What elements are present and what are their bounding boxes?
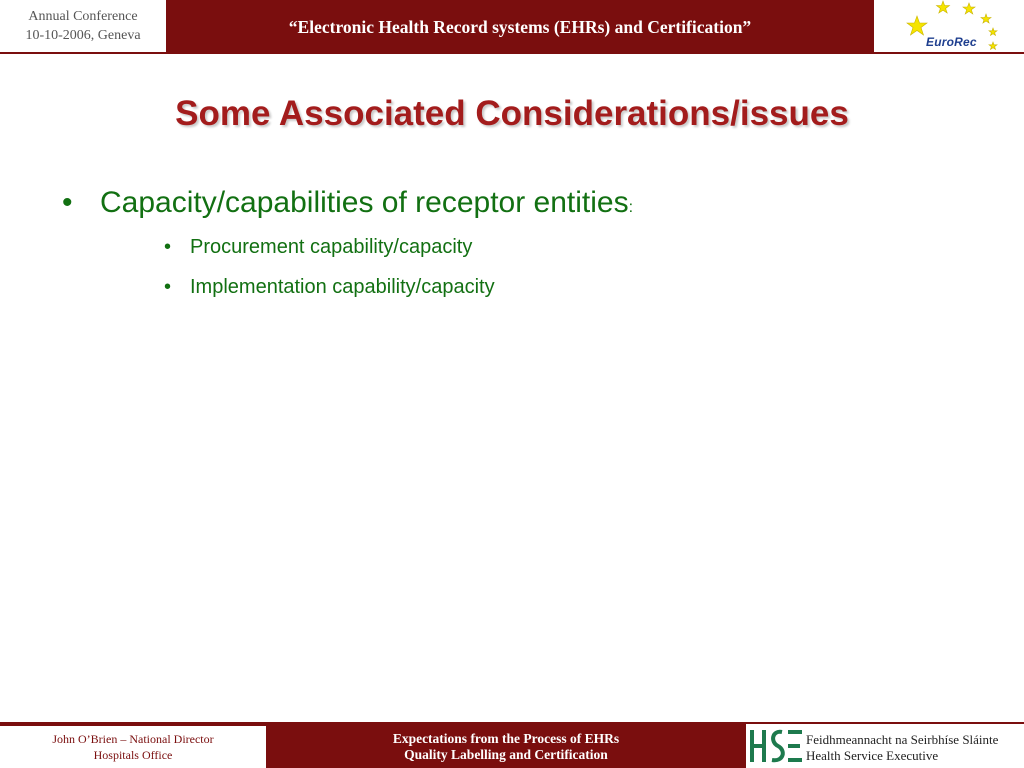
conference-info xyxy=(0,0,166,54)
slide-header xyxy=(0,0,1024,54)
hse-name-irish: Feidhmeannacht na Seirbhíse Sláinte xyxy=(806,732,999,747)
bullet-marker: • xyxy=(62,186,73,219)
eurorec-logo xyxy=(874,0,1024,54)
footer-topic-line1: Expectations from the Process of EHRs xyxy=(392,731,620,746)
bullet-colon: : xyxy=(628,199,634,216)
footer-topic xyxy=(266,726,746,768)
sub-bullet-marker: • xyxy=(164,276,172,298)
presentation-title xyxy=(166,0,874,54)
author-name: John O’Brien – National Director xyxy=(52,732,214,746)
sub-bullet-marker: • xyxy=(164,236,172,258)
slide-footer xyxy=(0,722,1024,768)
hse-org-name xyxy=(806,732,998,764)
hse-branding xyxy=(746,724,1024,768)
hse-logo-icon xyxy=(748,726,804,766)
author-office: Hospitals Office xyxy=(93,748,173,762)
bullet-text: Capacity/capabilities of receptor entities xyxy=(100,186,629,219)
slide-title: Some Associated Considerations/issues xyxy=(175,94,849,133)
author-info xyxy=(0,726,266,768)
conference-name: Annual Conference xyxy=(28,9,138,24)
eurorec-logo-text: EuroRec xyxy=(926,35,977,49)
conference-date-location: 10-10-2006, Geneva xyxy=(25,28,141,43)
sub-bullet-text: Procurement capability/capacity xyxy=(190,236,473,258)
sub-bullet-implementation xyxy=(164,276,495,299)
sub-bullet-procurement xyxy=(164,236,472,259)
bullet-capacity xyxy=(62,186,633,220)
hse-name-english: Health Service Executive xyxy=(806,748,939,763)
sub-bullet-text: Implementation capability/capacity xyxy=(190,276,495,298)
presentation-title-text: “Electronic Health Record systems (EHRs) and Certification” xyxy=(288,16,752,37)
footer-topic-line2: Quality Labelling and Certification xyxy=(404,747,608,762)
